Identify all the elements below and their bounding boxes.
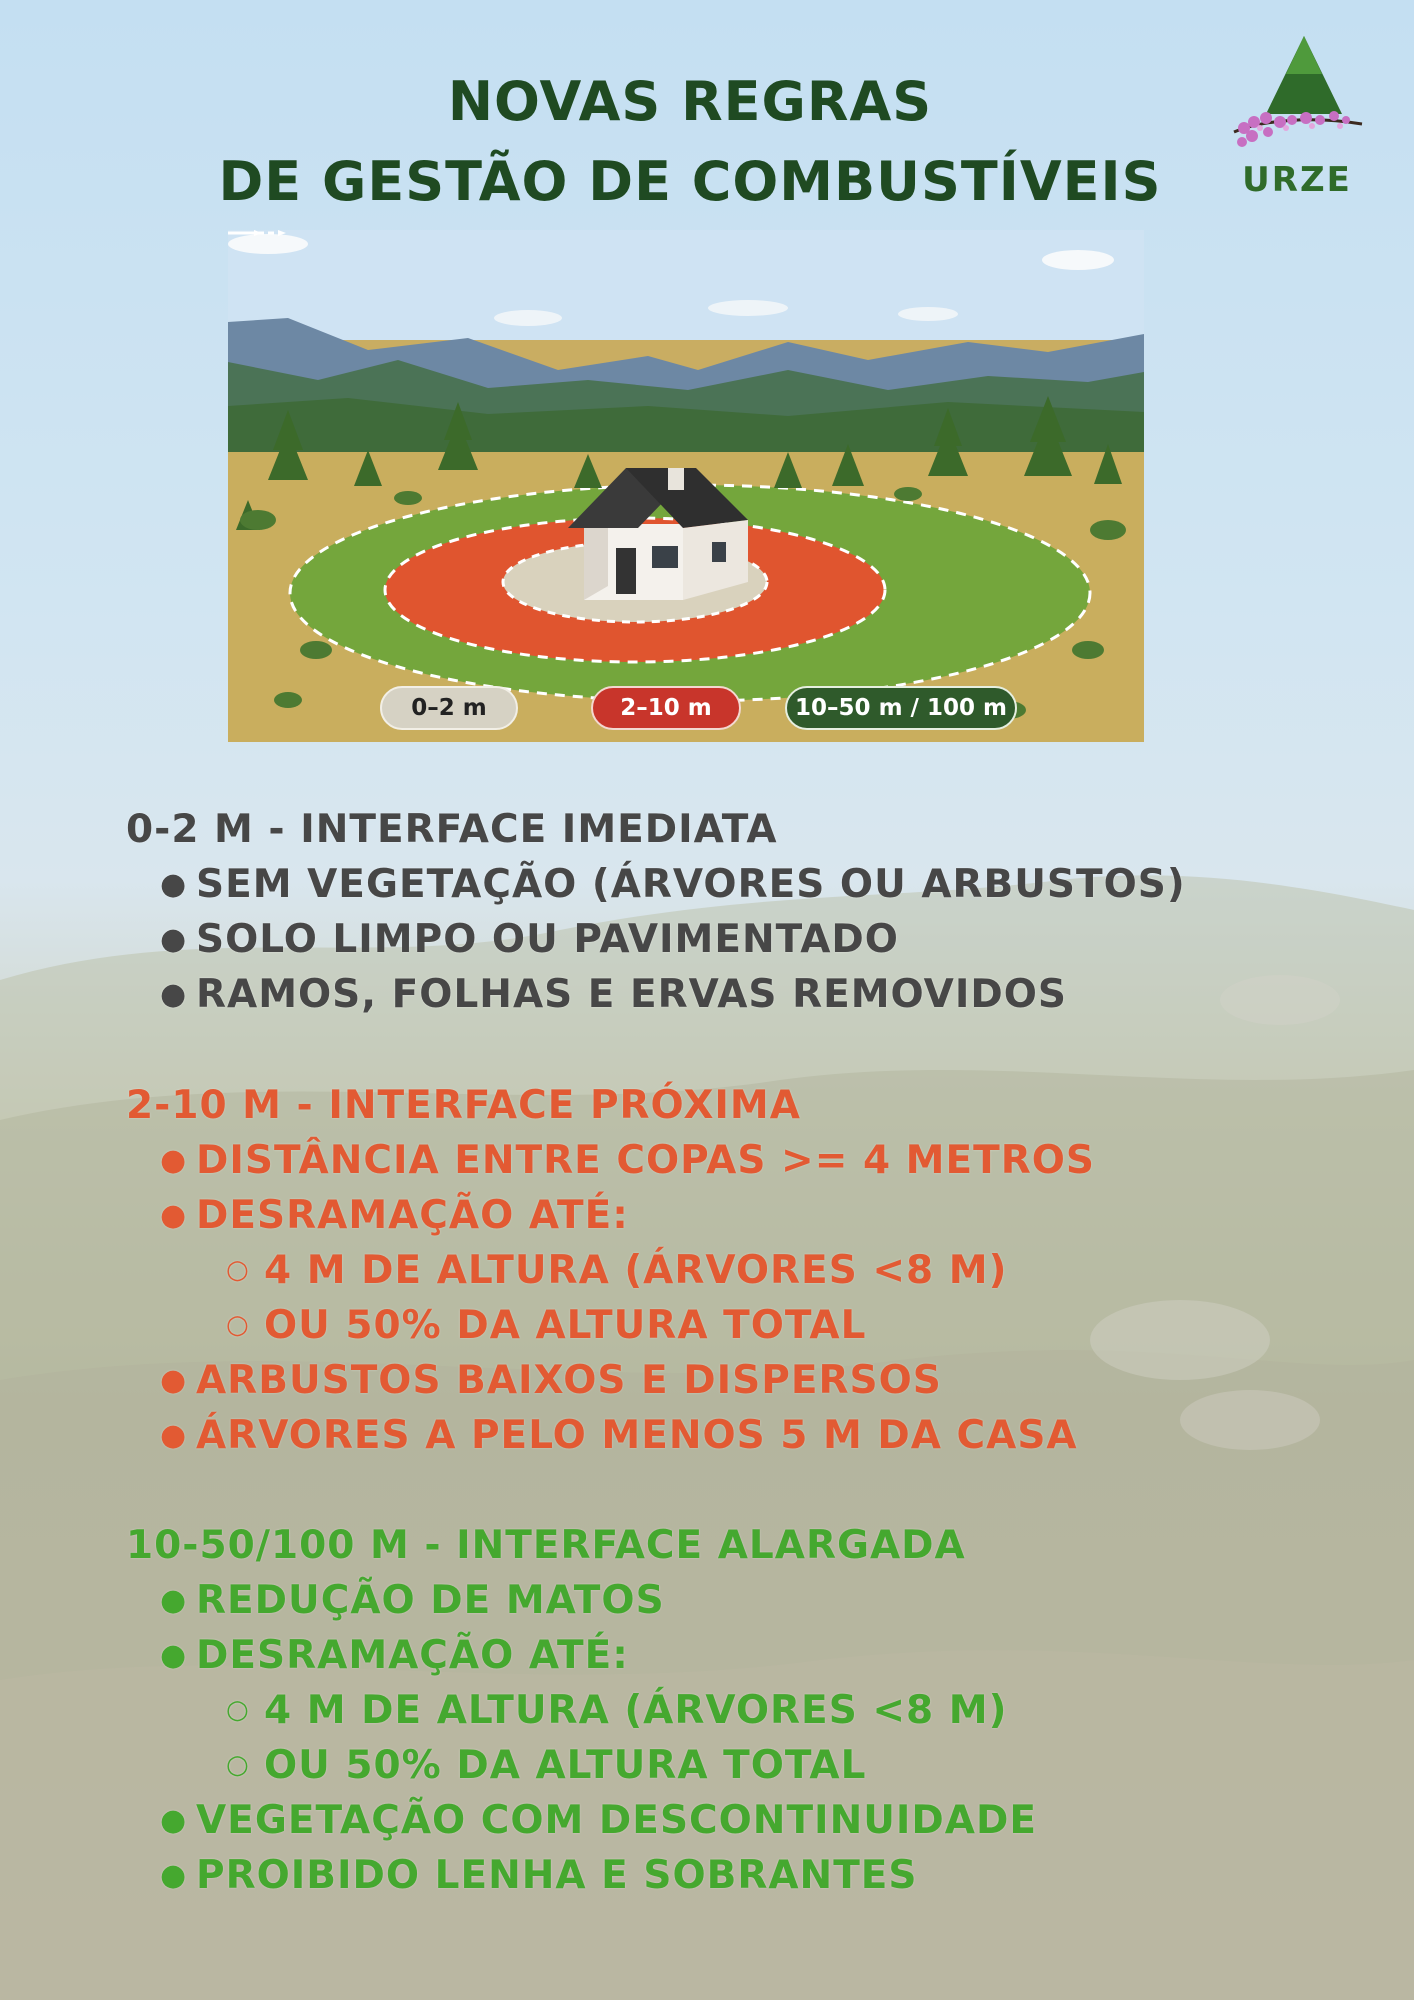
- list-item: ○ OU 50% DA ALTURA TOTAL: [126, 1738, 1326, 1793]
- illustration-scene: [228, 230, 1144, 742]
- list-item: ● DESRAMAÇÃO ATÉ:: [126, 1188, 1326, 1243]
- bullet-icon: ●: [160, 1418, 188, 1453]
- list-item: ● SEM VEGETAÇÃO (ÁRVORES OU ARBUSTOS): [126, 857, 1326, 912]
- page-title: [170, 62, 1210, 222]
- hollow-bullet-icon: ○: [226, 1310, 250, 1340]
- bullet-list: [126, 1573, 1326, 1903]
- list-item: ● SOLO LIMPO OU PAVIMENTADO: [126, 912, 1326, 967]
- list-item: ○ 4 M DE ALTURA (ÁRVORES <8 M): [126, 1683, 1326, 1738]
- list-item: ● PROIBIDO LENHA E SOBRANTES: [126, 1848, 1326, 1903]
- bullet-icon: ●: [160, 867, 188, 902]
- list-item: ● VEGETAÇÃO COM DESCONTINUIDADE: [126, 1793, 1326, 1848]
- bullet-icon: ●: [160, 922, 188, 957]
- bullet-icon: ●: [160, 1858, 188, 1893]
- section-heading: 2-10 M - INTERFACE PRÓXIMA: [126, 1083, 801, 1128]
- mountain-heather-icon: [1222, 32, 1372, 162]
- list-item: ● RAMOS, FOLHAS E ERVAS REMOVIDOS: [126, 967, 1326, 1022]
- title-line-2: DE GESTÃO DE COMBUSTÍVEIS: [218, 150, 1162, 213]
- arrow-icon: [228, 230, 262, 236]
- bullet-icon: ●: [160, 977, 188, 1012]
- bullet-list: [126, 1133, 1326, 1463]
- section-interface-proxima: [126, 1078, 1326, 1463]
- hollow-bullet-icon: ○: [226, 1255, 250, 1285]
- section-heading: 10-50/100 M - INTERFACE ALARGADA: [126, 1523, 966, 1568]
- bullet-icon: ●: [160, 1583, 188, 1618]
- list-item: ● REDUÇÃO DE MATOS: [126, 1573, 1326, 1628]
- list-item: ● ÁRVORES A PELO MENOS 5 M DA CASA: [126, 1408, 1326, 1463]
- logo: [1222, 32, 1372, 202]
- section-interface-alargada: [126, 1518, 1326, 1903]
- title-line-1: NOVAS REGRAS: [447, 70, 933, 133]
- bullet-icon: ●: [160, 1363, 188, 1398]
- house-zones-illustration: [228, 230, 1144, 742]
- list-item: ● DESRAMAÇÃO ATÉ:: [126, 1628, 1326, 1683]
- zone-label-2-10m: 2–10 m: [591, 686, 741, 730]
- logo-text: URZE: [1242, 160, 1352, 200]
- hollow-bullet-icon: ○: [226, 1750, 250, 1780]
- section-heading: 0-2 M - INTERFACE IMEDIATA: [126, 807, 778, 852]
- list-item: ● DISTÂNCIA ENTRE COPAS >= 4 METROS: [126, 1133, 1326, 1188]
- bullet-icon: ●: [160, 1198, 188, 1233]
- zone-label-0-2m: 0–2 m: [380, 686, 518, 730]
- list-item: ● ARBUSTOS BAIXOS E DISPERSOS: [126, 1353, 1326, 1408]
- section-interface-imediata: [126, 802, 1326, 1022]
- list-item: ○ 4 M DE ALTURA (ÁRVORES <8 M): [126, 1243, 1326, 1298]
- bullet-icon: ●: [160, 1803, 188, 1838]
- hollow-bullet-icon: ○: [226, 1695, 250, 1725]
- bullet-list: [126, 857, 1326, 1022]
- bullet-icon: ●: [160, 1638, 188, 1673]
- list-item: ○ OU 50% DA ALTURA TOTAL: [126, 1298, 1326, 1353]
- bullet-icon: ●: [160, 1143, 188, 1178]
- zone-label-10-50-100m: 10–50 m / 100 m: [785, 686, 1017, 730]
